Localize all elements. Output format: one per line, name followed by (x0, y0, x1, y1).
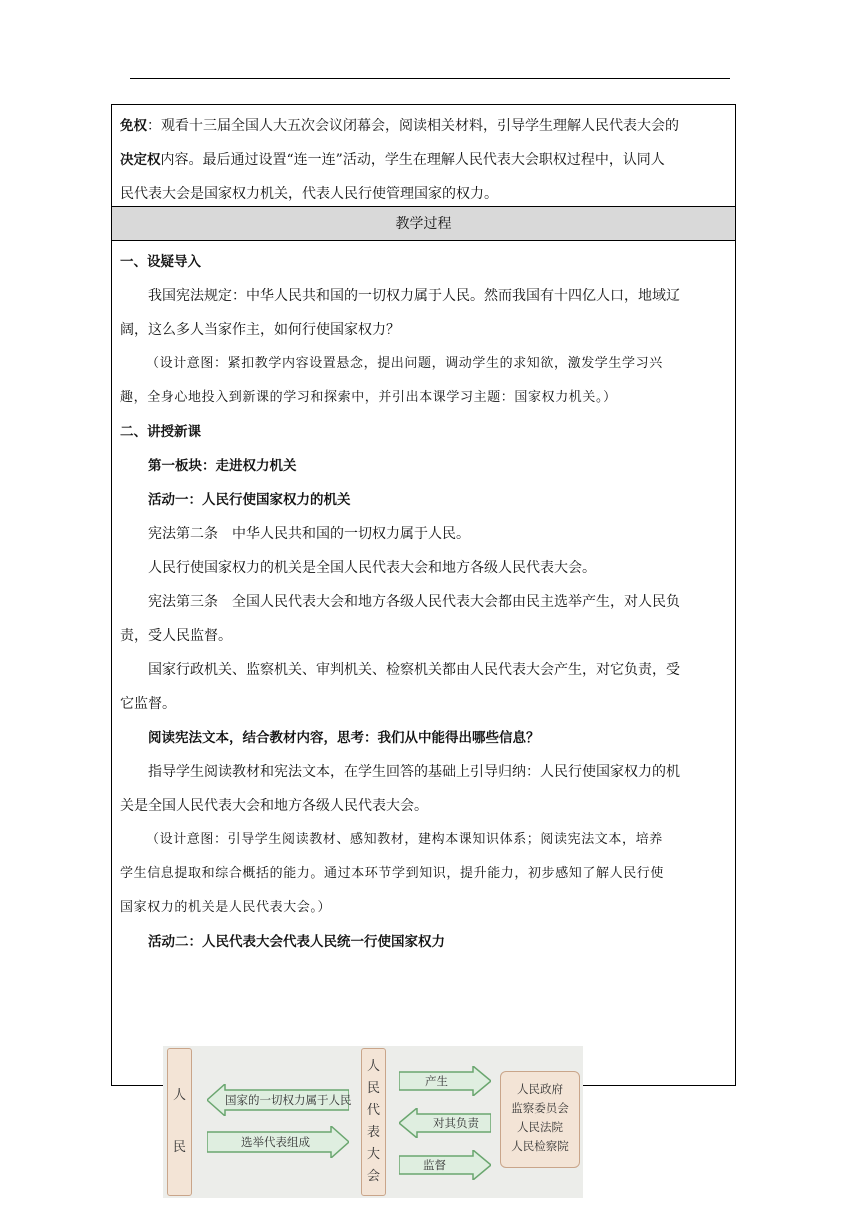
arrow-responsible-label: 对其负责 (433, 1116, 479, 1130)
people-char-2: 民 (172, 1140, 186, 1155)
congress-char-2: 民 (366, 1081, 380, 1096)
article-3-l1: 宪法第三条 全国人民代表大会和地方各级人民代表大会都由民主选举产生，对人民负 (148, 594, 680, 610)
intro-bold-2: 决定权 (120, 152, 161, 168)
article-2: 宪法第二条 中华人民共和国的一切权力属于人民。 (148, 526, 470, 542)
congress-char-4: 表 (366, 1125, 380, 1140)
guide-l1: 指导学生阅读教材和宪法文本，在学生回答的基础上引导归纳：人民行使国家权力的机 (148, 764, 680, 780)
intro-bold-1: 免权 (120, 118, 147, 134)
s1-paragraph-l2: 阔，这么多人当家作主，如何行使国家权力？ (120, 322, 400, 338)
arrow-supervise-label: 监督 (423, 1158, 446, 1172)
block-1-title: 第一板块：走进权力机关 (148, 458, 297, 474)
guide-l2: 关是全国人民代表大会和地方各级人民代表大会。 (120, 798, 428, 814)
body-cell (112, 241, 735, 959)
intro-line-1 (120, 109, 727, 143)
intro-line-2 (120, 143, 727, 177)
organ-court: 人民法院 (517, 1120, 563, 1134)
congress-char-5: 大 (366, 1147, 380, 1162)
organ-supervision-commission: 监察委员会 (511, 1101, 569, 1115)
arrow-produce-label: 产生 (425, 1074, 448, 1088)
intro-text-1: ：观看十三届全国人大五次会议闭幕会，阅读相关材料，引导学生理解人民代表大会的 (147, 118, 679, 134)
note-2-l3: 国家权力的机关是人民代表大会。） (120, 900, 332, 915)
power-diagram (163, 1046, 583, 1198)
note-2-l1: （设计意图：引导学生阅读教材、感知教材，建构本课知识体系；阅读宪法文本，培养 (146, 832, 663, 847)
intro-cell (112, 105, 735, 207)
organ-procuratorate: 人民检察院 (511, 1139, 569, 1153)
state-organs-l2: 它监督。 (120, 696, 176, 712)
state-organs-box (500, 1071, 580, 1168)
congress-box (361, 1048, 386, 1196)
congress-char-1: 人 (366, 1059, 380, 1074)
congress-char-3: 代 (366, 1103, 380, 1118)
section-2-title: 二、讲授新课 (120, 424, 201, 440)
organ-government: 人民政府 (517, 1082, 563, 1096)
people-box (167, 1048, 192, 1196)
s1-note-l1: （设计意图：紧扣教学内容设置悬念，提出问题，调动学生的求知欲，激发学生学习兴 (146, 356, 663, 371)
arrow-elect-label: 选举代表组成 (241, 1135, 310, 1149)
question: 阅读宪法文本，结合教材内容，思考：我们从中能得出哪些信息？ (148, 730, 540, 746)
header-rule (130, 78, 730, 79)
intro-text-2: 内容。最后通过设置“连一连”活动，学生在理解人民代表大会职权过程中，认同人 (160, 152, 665, 168)
note-2-l2: 学生信息提取和综合概括的能力。通过本环节学到知识，提升能力，初步感知了解人民行使 (120, 866, 665, 881)
congress-char-6: 会 (366, 1169, 380, 1184)
s1-paragraph-l1: 我国宪法规定：中华人民共和国的一切权力属于人民。然而我国有十四亿人口，地域辽 (148, 288, 680, 304)
intro-line-3: 民代表大会是国家权力机关，代表人民行使管理国家的权力。 (120, 186, 498, 202)
people-char-1: 人 (172, 1088, 186, 1103)
section-header: 教学过程 (112, 207, 735, 241)
activity-1-title: 活动一：人民行使国家权力的机关 (148, 492, 351, 508)
section-1-title: 一、设疑导入 (120, 254, 201, 270)
organ-statement: 人民行使国家权力的机关是全国人民代表大会和地方各级人民代表大会。 (148, 560, 596, 576)
article-3-l2: 责，受人民监督。 (120, 628, 232, 644)
state-organs-l1: 国家行政机关、监察机关、审判机关、检察机关都由人民代表大会产生，对它负责，受 (148, 662, 680, 678)
s1-note-l2: 趣，全身心地投入到新课的学习和探索中，并引出本课学习主题：国家权力机关。） (120, 390, 617, 405)
activity-2-title: 活动二：人民代表大会代表人民统一行使国家权力 (148, 934, 445, 950)
lesson-table (111, 104, 736, 1086)
arrow-power-to-people-label: 国家的一切权力属于人民 (225, 1093, 352, 1107)
